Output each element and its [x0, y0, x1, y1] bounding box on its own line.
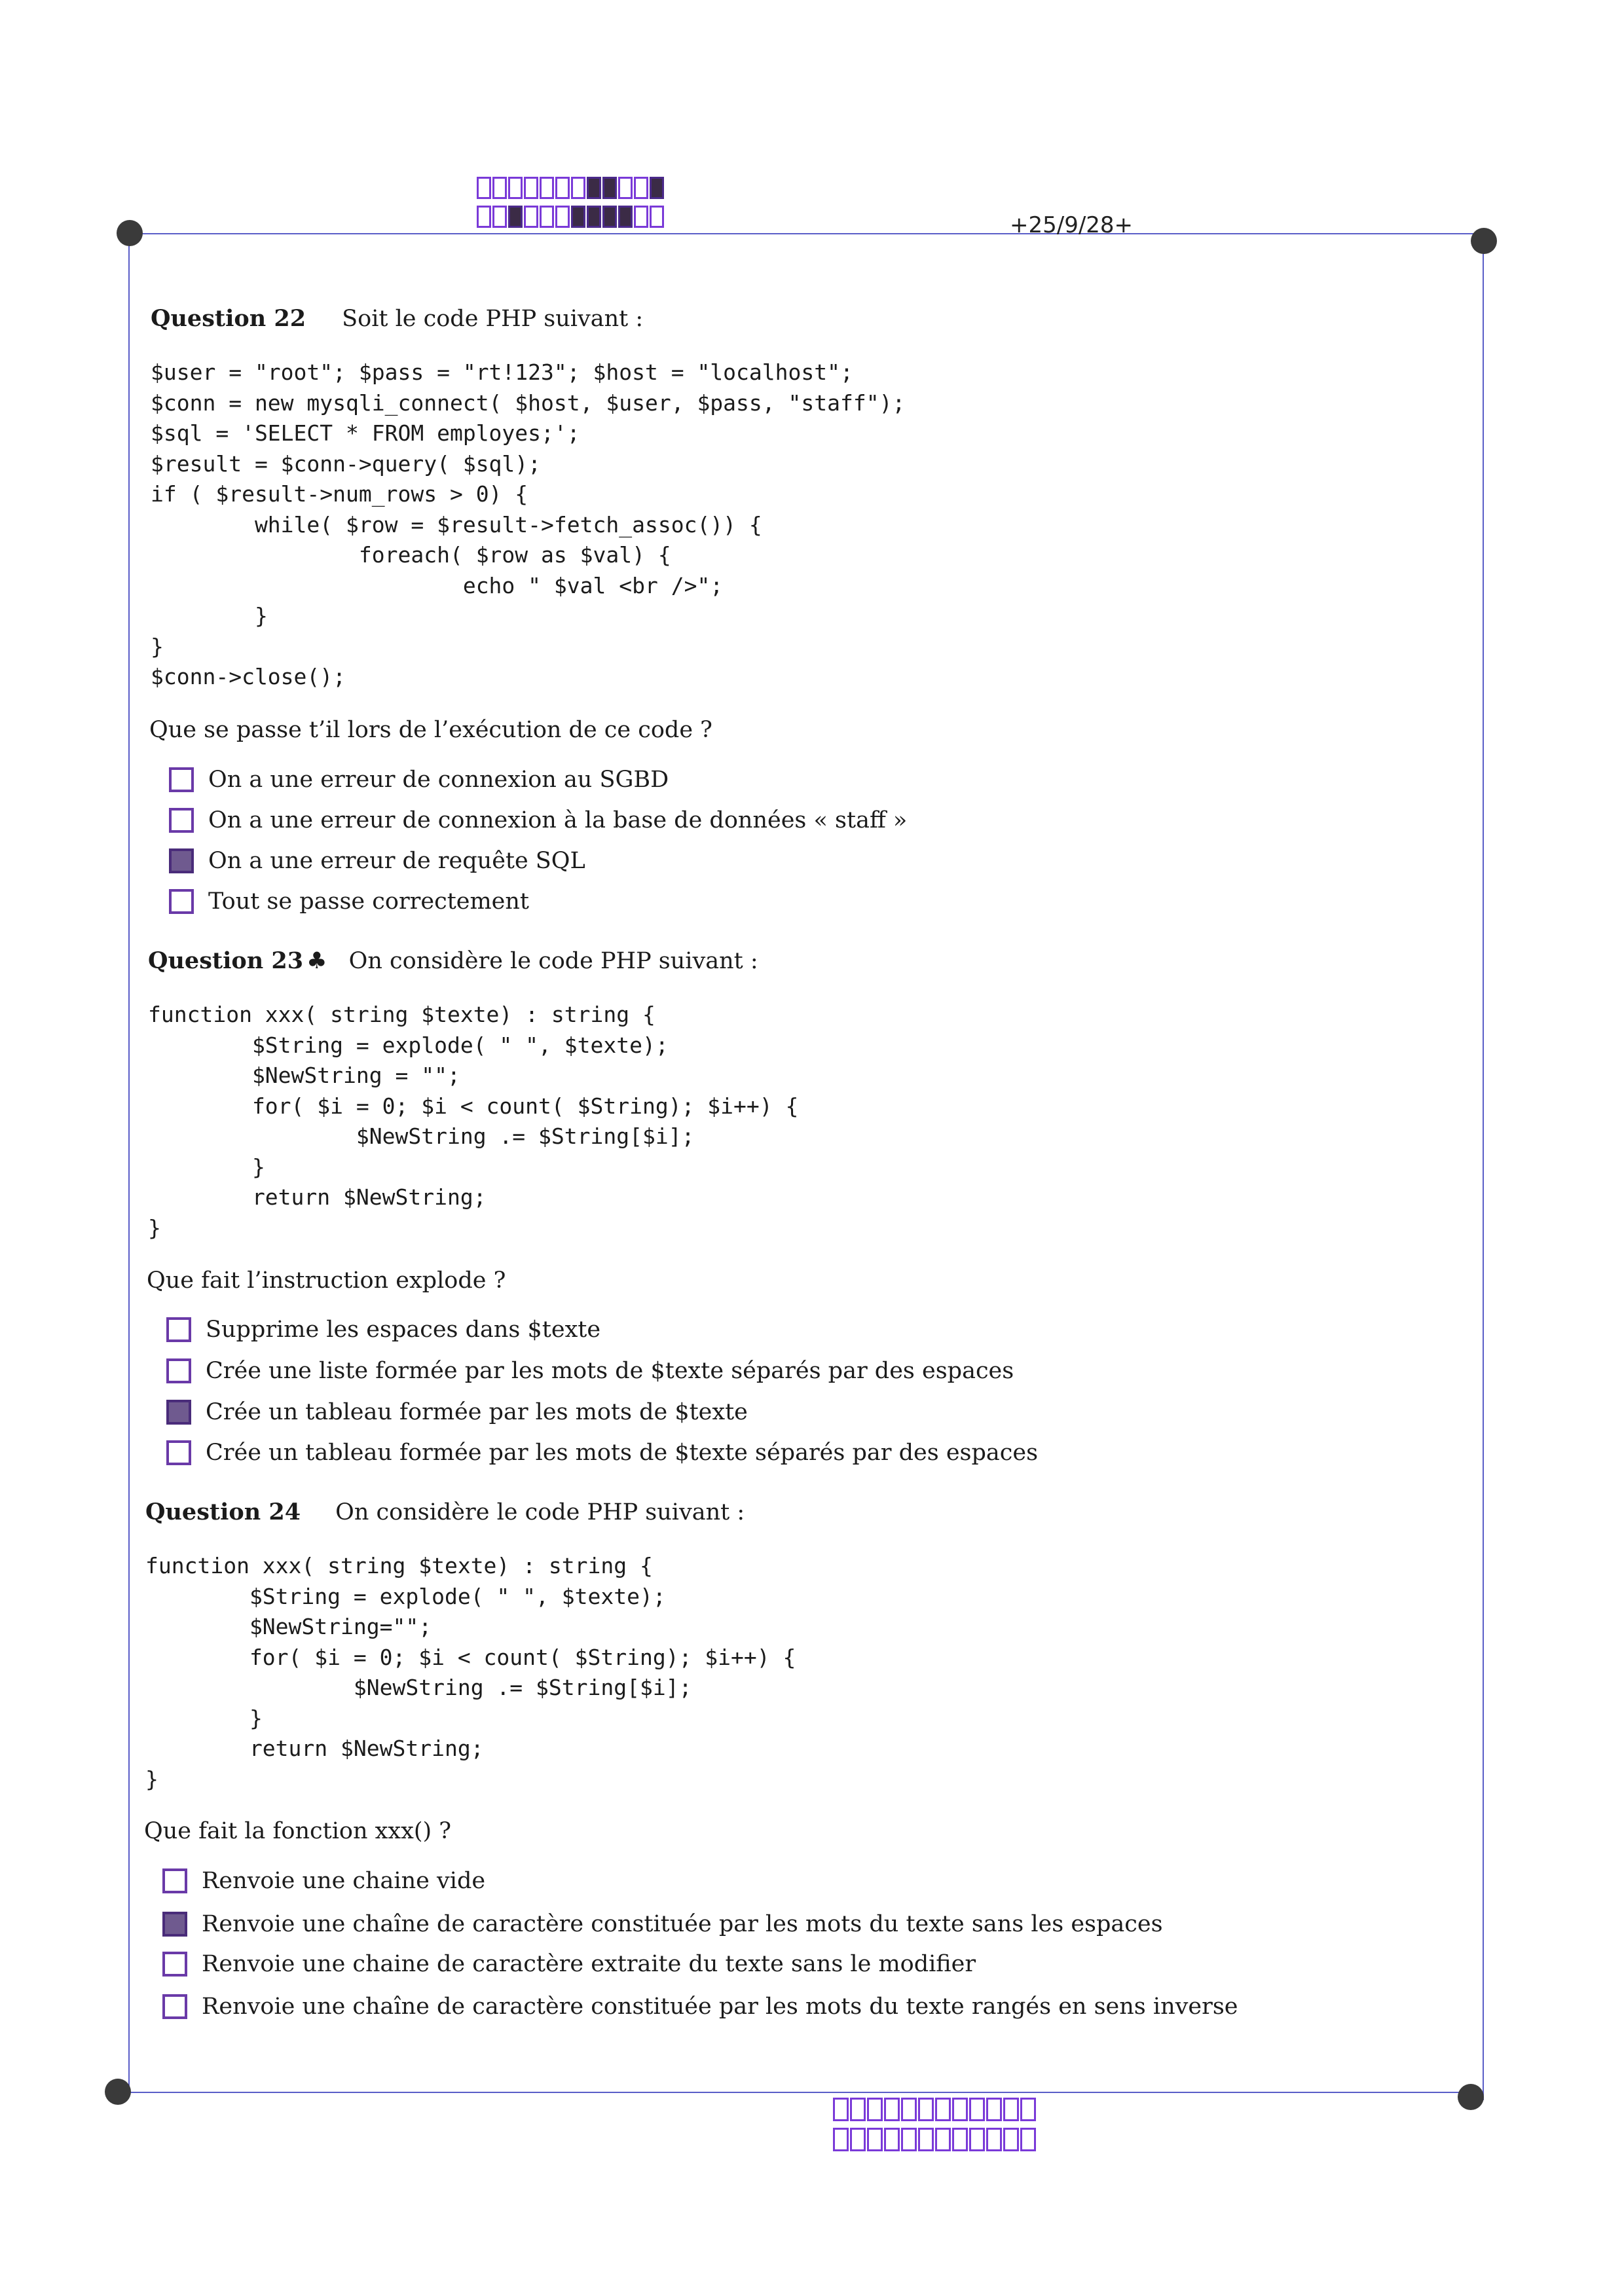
q23-option-4[interactable]: [166, 1438, 1038, 1468]
barcode-cell: [1020, 2128, 1036, 2151]
question-22-prompt: Que se passe t’il lors de l’exécution de ce code ?: [149, 717, 712, 743]
barcode-cell: [833, 2128, 849, 2151]
question-22-header: [151, 305, 643, 332]
q22-option-2-label: On a une erreur de connexion à la base de données « staff »: [208, 807, 908, 833]
barcode-cell: [986, 2128, 1002, 2151]
question-intro: Soit le code PHP suivant :: [342, 306, 644, 332]
q24-option-1-label: Renvoie une chaine vide: [202, 1868, 486, 1894]
q24-option-4-checkbox[interactable]: [162, 1994, 187, 2019]
q23-option-3-checkbox[interactable]: [166, 1400, 191, 1425]
corner-mark-bottom-left: [105, 2079, 131, 2105]
top-barcode-row-1: [477, 177, 665, 199]
question-24-prompt: Que fait la fonction xxx() ?: [144, 1818, 452, 1844]
q24-option-1-checkbox[interactable]: [162, 1868, 187, 1893]
barcode-cell: [571, 206, 585, 228]
q22-option-2[interactable]: [169, 805, 907, 835]
question-title: Question 24: [145, 1499, 301, 1525]
question-title: Question 23: [148, 947, 304, 974]
q23-option-4-checkbox[interactable]: [166, 1440, 191, 1465]
q23-option-2-checkbox[interactable]: [166, 1358, 191, 1383]
q24-option-4[interactable]: [162, 1992, 1238, 2022]
q24-option-4-label: Renvoie une chaîne de caractère constituée par les mots du texte rangés en sens inverse: [202, 1994, 1238, 2020]
q23-option-1[interactable]: [166, 1315, 600, 1345]
barcode-cell: [935, 2098, 951, 2121]
barcode-cell: [952, 2128, 968, 2151]
barcode-cell: [969, 2098, 985, 2121]
barcode-cell: [634, 206, 648, 228]
barcode-cell: [918, 2098, 934, 2121]
q24-option-3-checkbox[interactable]: [162, 1952, 187, 1977]
question-22-code: $user = "root"; $pass = "rt!123"; $host = "localhost"; $conn = new mysqli_connect( $host, $user, $pass, "staff"); $sql = 'SELECT * FROM employes;'; $result = $conn->query( $sql); if ( $result->num_rows > 0) { while( $row = $result->fetch_assoc()) { foreach( $row as $val) { echo " $val <br />"; } } $conn->close();: [151, 359, 906, 689]
q23-option-2-label: Crée une liste formée par les mots de $texte séparés par des espaces: [206, 1358, 1014, 1384]
question-24-code: function xxx( string $texte) : string { $String = explode( " ", $texte); $NewString=""; for( $i = 0; $i < count( $String); $i++) { $NewString .= $String[$i]; } return $NewString; }: [145, 1553, 796, 1792]
barcode-cell: [850, 2128, 866, 2151]
barcode-cell: [650, 206, 664, 228]
barcode-cell: [524, 177, 538, 199]
barcode-cell: [1003, 2098, 1019, 2121]
barcode-cell: [602, 206, 617, 228]
q22-option-1-checkbox[interactable]: [169, 767, 194, 792]
barcode-cell: [540, 177, 554, 199]
page-code: +25/9/28+: [1010, 212, 1134, 238]
barcode-cell: [492, 206, 507, 228]
barcode-cell: [884, 2098, 900, 2121]
barcode-cell: [952, 2098, 968, 2121]
barcode-cell: [524, 206, 538, 228]
barcode-cell: [1020, 2098, 1036, 2121]
barcode-cell: [571, 177, 585, 199]
q22-option-3-label: On a une erreur de requête SQL: [208, 848, 585, 874]
barcode-cell: [477, 177, 491, 199]
question-23-code: function xxx( string $texte) : string { $String = explode( " ", $texte); $NewString = ""; for( $i = 0; $i < count( $String); $i++) { $NewString .= $String[$i]; } return $NewString; }: [148, 1002, 799, 1241]
q24-option-3-label: Renvoie une chaine de caractère extraite du texte sans le modifier: [202, 1951, 976, 1977]
bottom-barcode-row-2: [833, 2128, 1037, 2151]
q24-option-2[interactable]: [162, 1909, 1163, 1939]
barcode-cell: [477, 206, 491, 228]
barcode-cell: [587, 177, 601, 199]
question-23-header: [148, 947, 758, 974]
question-intro: On considère le code PHP suivant :: [348, 948, 758, 974]
barcode-cell: [602, 177, 617, 199]
barcode-cell: [618, 206, 633, 228]
corner-mark-bottom-right: [1458, 2084, 1484, 2110]
q24-option-2-label: Renvoie une chaîne de caractère constituée par les mots du texte sans les espaces: [202, 1911, 1163, 1937]
q23-option-3-label: Crée un tableau formée par les mots de $texte: [206, 1399, 748, 1425]
barcode-cell: [918, 2128, 934, 2151]
barcode-cell: [986, 2098, 1002, 2121]
barcode-cell: [587, 206, 601, 228]
q22-option-4[interactable]: [169, 886, 529, 917]
barcode-cell: [555, 177, 570, 199]
barcode-cell: [508, 177, 523, 199]
barcode-cell: [634, 177, 648, 199]
q22-option-1-label: On a une erreur de connexion au SGBD: [208, 767, 669, 793]
q22-option-2-checkbox[interactable]: [169, 808, 194, 833]
corner-mark-top-left: [117, 220, 143, 246]
q23-option-1-label: Supprime les espaces dans $texte: [206, 1317, 601, 1343]
barcode-cell: [969, 2128, 985, 2151]
barcode-cell: [850, 2098, 866, 2121]
q22-option-3-checkbox[interactable]: [169, 848, 194, 873]
club-marker-icon: ♣: [306, 947, 327, 974]
q24-option-2-checkbox[interactable]: [162, 1912, 187, 1937]
barcode-cell: [935, 2128, 951, 2151]
barcode-cell: [867, 2098, 883, 2121]
barcode-cell: [1003, 2128, 1019, 2151]
q23-option-1-checkbox[interactable]: [166, 1317, 191, 1342]
barcode-cell: [884, 2128, 900, 2151]
barcode-cell: [833, 2098, 849, 2121]
q23-option-2[interactable]: [166, 1356, 1014, 1386]
barcode-cell: [555, 206, 570, 228]
barcode-cell: [901, 2128, 917, 2151]
q22-option-1[interactable]: [169, 765, 669, 795]
barcode-cell: [867, 2128, 883, 2151]
top-barcode-row-2: [477, 206, 665, 228]
frame-bottom-line: [118, 2092, 1472, 2093]
q23-option-3[interactable]: [166, 1397, 748, 1427]
q22-option-3[interactable]: [169, 846, 585, 876]
q23-option-4-label: Crée un tableau formée par les mots de $texte séparés par des espaces: [206, 1440, 1039, 1466]
q24-option-1[interactable]: [162, 1866, 485, 1896]
barcode-cell: [901, 2098, 917, 2121]
barcode-cell: [650, 177, 664, 199]
q22-option-4-label: Tout se passe correctement: [208, 888, 529, 915]
barcode-cell: [540, 206, 554, 228]
barcode-cell: [618, 177, 633, 199]
question-24-header: [145, 1499, 745, 1525]
question-title: Question 22: [151, 305, 306, 332]
frame-left-line: [128, 236, 130, 2095]
question-23-prompt: Que fait l’instruction explode ?: [147, 1267, 506, 1294]
q24-option-3[interactable]: [162, 1949, 976, 1979]
question-intro: On considère le code PHP suivant :: [335, 1499, 745, 1525]
frame-top-line: [130, 233, 1484, 234]
q22-option-4-checkbox[interactable]: [169, 889, 194, 914]
barcode-cell: [508, 206, 523, 228]
corner-mark-top-right: [1471, 228, 1497, 254]
frame-right-line: [1483, 241, 1484, 2100]
barcode-cell: [492, 177, 507, 199]
bottom-barcode-row-1: [833, 2098, 1037, 2121]
